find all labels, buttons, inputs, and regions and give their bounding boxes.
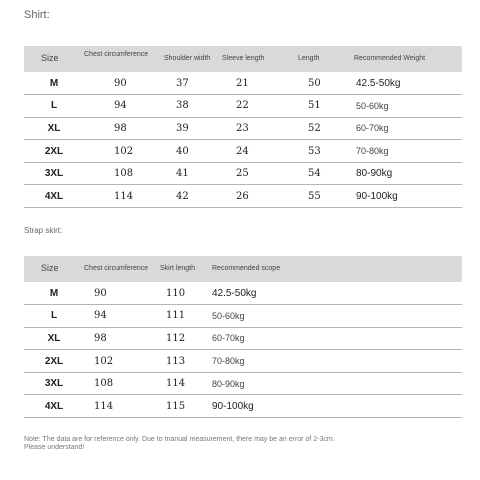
scope-header: Recommended scope	[212, 265, 281, 272]
sleeve-header: Sleeve length	[222, 55, 265, 62]
shoulder-cell: 42	[176, 190, 189, 202]
table-row	[24, 162, 462, 185]
table-row	[24, 185, 462, 208]
size-cell: L	[50, 310, 58, 322]
empty-cell	[297, 282, 462, 305]
weight-cell: 90-100kg	[356, 190, 398, 202]
size-cell: L	[50, 100, 58, 112]
chest-cell: 108	[94, 378, 114, 390]
measurement-note: Note: The data are for reference only. Due to manual measurement, there may be an error of 2-3cm. Please understand!	[24, 436, 335, 451]
table-header-row	[24, 256, 462, 282]
scope-cell: 42.5-50kg	[212, 287, 257, 299]
scope-cell: 50-60kg	[212, 310, 245, 321]
chest-cell: 108	[114, 168, 134, 180]
chest-header: Chest circumference	[84, 265, 149, 272]
size-header: Size	[41, 263, 59, 273]
skirt-length-cell: 110	[166, 287, 186, 299]
size-cell: 2XL	[44, 355, 64, 367]
weight-cell: 42.5-50kg	[356, 77, 401, 89]
shoulder-cell: 37	[176, 77, 189, 89]
empty-cell	[297, 372, 462, 395]
sleeve-cell: 23	[236, 122, 249, 134]
scope-cell: 70-80kg	[212, 356, 245, 367]
chest-cell: 114	[114, 190, 134, 202]
shirt-size-table	[24, 46, 462, 208]
empty-header	[297, 256, 462, 282]
shoulder-header: Shoulder width	[164, 55, 211, 62]
chest-cell: 94	[114, 100, 127, 112]
size-cell: 4XL	[44, 190, 64, 202]
table-row	[24, 95, 462, 118]
sleeve-cell: 24	[236, 145, 249, 157]
empty-cell	[297, 327, 462, 350]
scope-cell: 60-70kg	[212, 333, 245, 344]
weight-cell: 80-90kg	[356, 168, 393, 180]
table-row	[24, 327, 462, 350]
length-cell: 55	[308, 190, 321, 202]
skirt-size-table	[24, 256, 462, 418]
shoulder-cell: 40	[176, 145, 189, 157]
size-header: Size	[41, 53, 59, 63]
sleeve-cell: 22	[236, 100, 249, 112]
chest-cell: 98	[114, 122, 127, 134]
table-header-row	[24, 46, 462, 72]
size-cell: 2XL	[44, 145, 64, 157]
chest-header: Chest circumference	[84, 51, 149, 58]
chest-cell: 102	[114, 145, 134, 157]
chest-cell: 90	[114, 77, 127, 89]
empty-cell	[297, 395, 462, 418]
skirt-length-cell: 112	[166, 332, 186, 344]
table-row	[24, 372, 462, 395]
scope-cell: 90-100kg	[212, 400, 254, 412]
size-cell: M	[49, 77, 59, 89]
weight-header: Recommended Weight	[354, 55, 426, 62]
size-cell: XL	[47, 122, 61, 134]
size-cell: 3XL	[44, 168, 64, 180]
weight-cell: 60-70kg	[356, 123, 389, 134]
skirt-section-title: Strap skirt:	[24, 226, 63, 235]
shoulder-cell: 41	[176, 168, 189, 180]
weight-cell: 70-80kg	[356, 146, 389, 157]
length-cell: 51	[308, 100, 321, 112]
shoulder-cell: 39	[176, 122, 189, 134]
sleeve-cell: 21	[236, 77, 249, 89]
scope-cell: 80-90kg	[212, 378, 245, 389]
chest-cell: 98	[94, 332, 107, 344]
table-row	[24, 117, 462, 140]
table-row	[24, 72, 462, 95]
length-cell: 54	[308, 168, 321, 180]
chest-cell: 90	[94, 287, 107, 299]
skirt-length-cell: 114	[166, 378, 186, 390]
chest-cell: 94	[94, 310, 107, 322]
weight-cell: 50-60kg	[356, 100, 389, 111]
sleeve-cell: 26	[236, 190, 249, 202]
skirt-length-cell: 111	[166, 310, 186, 322]
skirt-length-header: Skirt length	[160, 265, 196, 272]
table-row	[24, 282, 462, 305]
empty-cell	[297, 350, 462, 373]
empty-cell	[297, 305, 462, 328]
size-cell: 4XL	[44, 400, 64, 412]
length-cell: 50	[308, 77, 321, 89]
length-cell: 52	[308, 122, 321, 134]
sleeve-cell: 25	[236, 168, 249, 180]
skirt-length-cell: 115	[166, 400, 186, 412]
size-cell: 3XL	[44, 378, 64, 390]
length-cell: 53	[308, 145, 321, 157]
length-header: Length	[298, 55, 320, 62]
table-row	[24, 140, 462, 163]
table-row	[24, 305, 462, 328]
shirt-section-title: Shirt:	[24, 9, 50, 21]
chest-cell: 102	[94, 355, 114, 367]
shoulder-cell: 38	[176, 100, 189, 112]
table-row	[24, 395, 462, 418]
chest-cell: 114	[94, 400, 114, 412]
skirt-length-cell: 113	[166, 355, 186, 367]
size-cell: XL	[47, 332, 61, 344]
size-cell: M	[49, 287, 59, 299]
table-row	[24, 350, 462, 373]
